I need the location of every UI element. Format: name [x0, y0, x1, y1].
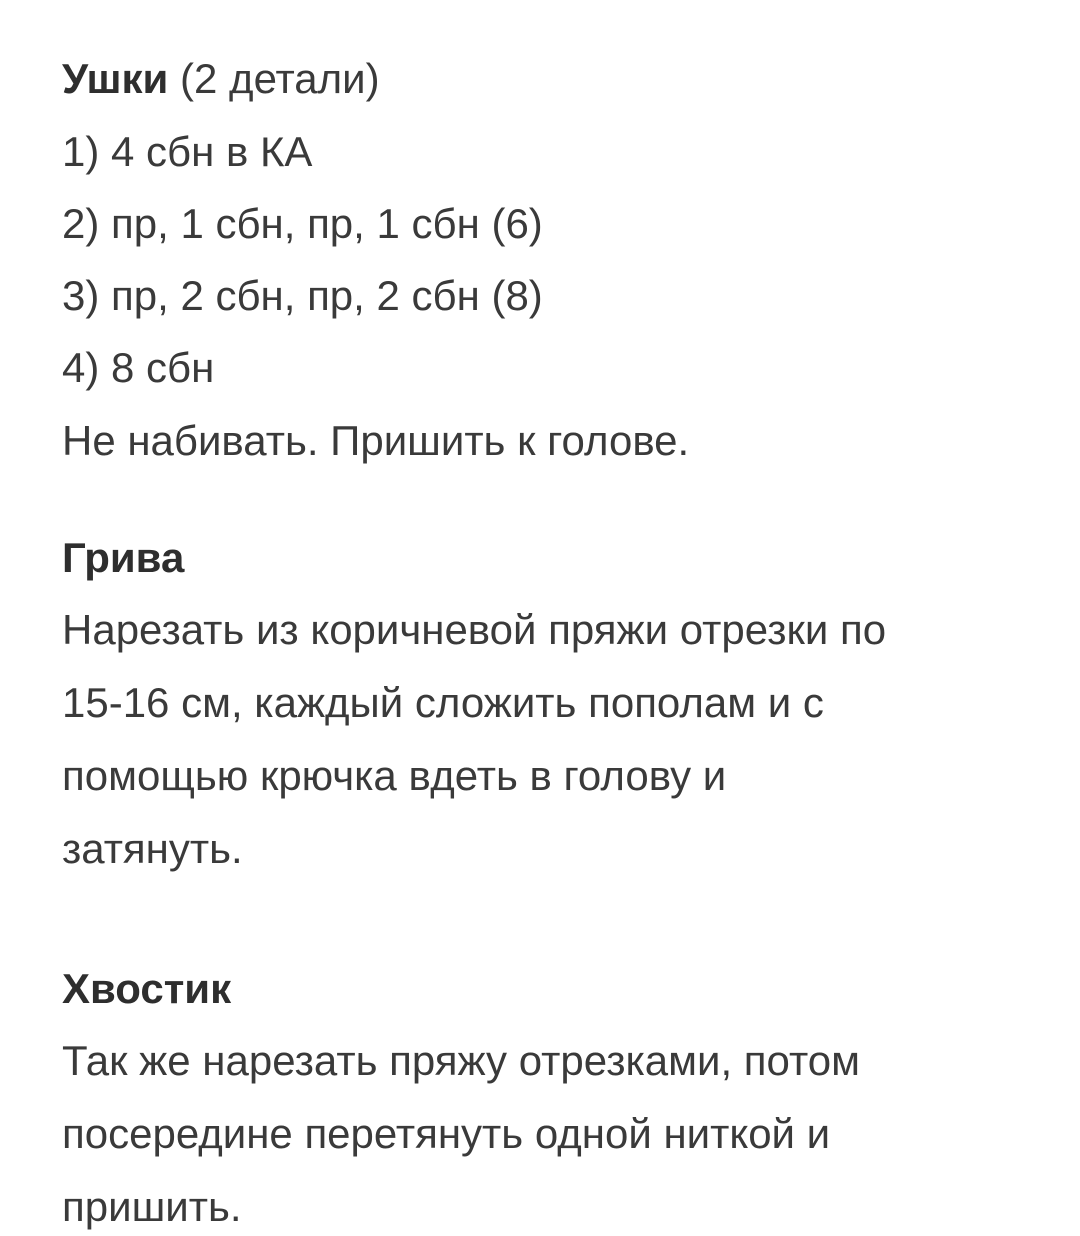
- ears-row-2: 2) пр, 1 сбн, пр, 1 сбн (6): [62, 200, 543, 247]
- ears-row-4: 4) 8 сбн: [62, 344, 215, 391]
- mane-line-1: Нарезать из коричневой пряжи отрезки по: [62, 606, 887, 653]
- mane-line-4: затянуть.: [62, 825, 243, 872]
- ears-row-1: 1) 4 сбн в КА: [62, 128, 313, 175]
- ears-row-3: 3) пр, 2 сбн, пр, 2 сбн (8): [62, 272, 543, 319]
- mane-title: Грива: [62, 534, 185, 581]
- tail-line-2: посередине перетянуть одной ниткой и: [62, 1110, 831, 1157]
- tail-line-1: Так же нарезать пряжу отрезками, потом: [62, 1037, 860, 1084]
- tail-title: Хвостик: [62, 965, 232, 1012]
- ears-title: Ушки: [62, 55, 169, 102]
- tail-line-3: пришить.: [62, 1183, 242, 1230]
- ears-note: Не набивать. Пришить к голове.: [62, 417, 690, 464]
- ears-subtitle: (2 детали): [180, 55, 380, 102]
- mane-line-3: помощью крючка вдеть в голову и: [62, 752, 727, 799]
- mane-line-2: 15-16 см, каждый сложить пополам и с: [62, 679, 824, 726]
- ears-heading: [62, 55, 380, 102]
